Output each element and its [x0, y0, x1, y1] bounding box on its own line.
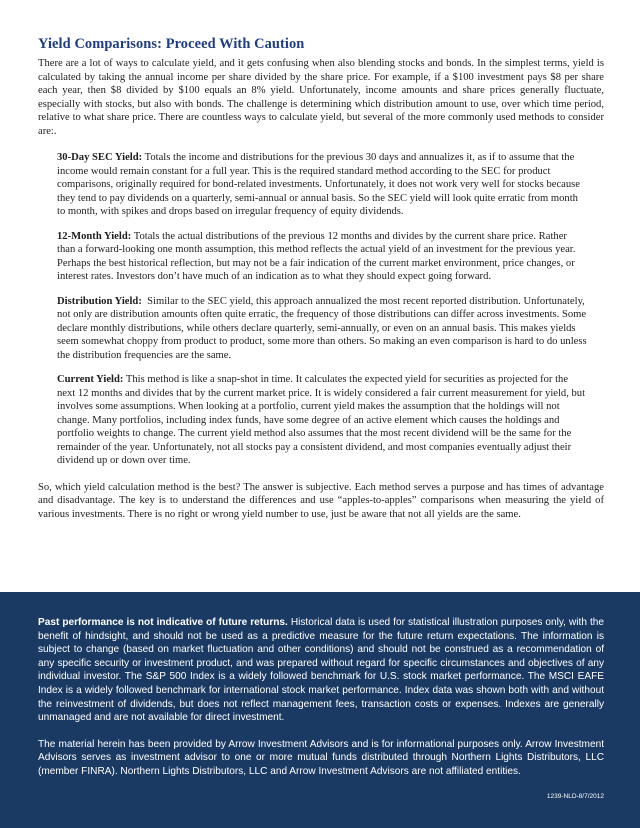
- article: [38, 36, 604, 521]
- method-distribution-yield: [57, 295, 587, 363]
- method-description: This method is like a snap-shot in time. It calculates the expected yield for securities as projected for the next 12 months and divides that by the current market price. It is widely considered a fair current measurement for yield, but involves some assumptions. When looking at a portfolio, current yield makes the assumption that the holdings will not change. Many portfolios, including index funds, have some degree of an active element which causes the holdings and portfolio weights to change. The current yield method also assumes that the most recent dividend will be the same for the remainder of the year. Unfortunately, not all stocks pay a consistent dividend, and most companies eventually adjust their dividend up or down over time.: [57, 374, 586, 466]
- conclusion-paragraph: So, which yield calculation method is the best? The answer is subjective. Each method serves a purpose and has times of advantage and disadvantage. The key is to understand the differences and use “apples-to-apples” comparisons when measuring the yield of various investments. There is no right or wrong yield number to use, just be aware that not all yields are the same.: [38, 481, 604, 520]
- method-description: Similar to the SEC yield, this approach annualized the most recent reported distribution. Unfortunately, not only are distribution amounts often quite erratic, the frequency of those distributions can differ across investments. Some declare monthly distributions, while others declare quarterly, semi-annually, or even on an annual basis. This makes yields seem somewhat choppy from product to product, some more than others. So making an even comparison is hard to do unless the distribution frequencies are the same.: [57, 295, 587, 361]
- method-term: 12-Month Yield:: [57, 230, 132, 242]
- method-sec-yield: [57, 151, 587, 219]
- method-description: Totals the income and distributions for the previous 30 days and annualizes it, as if to assume that the income would remain constant for a full year. This is the required standard method according to the SEC for product comparisons, originally required for bond-related investments. Unfortunately, it does not work very well for stocks because they tend to pay dividends on a quarterly, semi-annual or annual basis. So the SEC yield will look quite erratic from month to month, with spikes and drops based on irregular frequency of equity dividends.: [57, 152, 580, 217]
- advisor-paragraph: The material herein has been provided by Arrow Investment Advisors and is for informational purposes only. Arrow Investment Advisors serves as investment advisor to one or more mutual funds distributed through Northern Lights Distributors, LLC (member FINRA). Northern Lights Distributors, LLC and Arrow Investment Advisors are not affiliated entities.: [38, 738, 604, 777]
- yield-methods-list: [57, 151, 587, 468]
- disclosure-content: [38, 616, 604, 779]
- method-description: Totals the actual distributions of the previous 12 months and divides by the current share price. Rather than a forward-looking one month assumption, this method reflects the actual yield of an investment for the previous year. Perhaps the best historical reflection, but may not be a fair indication of the current market environment, price changes, or interest rates. Investors don’t have much of an indication as to what they should expect going forward.: [57, 230, 576, 282]
- disclosure-paragraph: [38, 616, 604, 725]
- page-title: Yield Comparisons: Proceed With Caution: [38, 36, 305, 52]
- disclosure-lead: Past performance is not indicative of future returns.: [38, 617, 288, 628]
- method-term: Current Yield:: [57, 374, 124, 385]
- method-term: 30-Day SEC Yield:: [57, 152, 143, 163]
- method-12-month-yield: [57, 230, 587, 284]
- method-term: Distribution Yield:: [57, 295, 142, 307]
- disclosure-text: Historical data is used for statistical illustration purposes only, with the benefit of hindsight, and should not be used as a predictive measure for the future return expectations. The information is subject to change (based on market fluctuation and other conditions) and should not be construed as a recommendation of any specific security or investment product, and was prepared without regard for specific circumstances and objectives of any individual investor. The S&P 500 Index is a widely followed benchmark for U.S. stock market performance. The MSCI EAFE Index is a widely followed benchmark for international stock market performance. Index data was shown both with and without the reinvestment of dividends, but does not reflect management fees, transaction costs or expenses. Indexes are generally unmanaged and are not available for direct investment.: [38, 617, 604, 724]
- disclosure-panel: [0, 592, 640, 828]
- method-current-yield: [57, 373, 587, 468]
- intro-paragraph: There are a lot of ways to calculate yield, and it gets confusing when also blending stocks and bonds. In the simplest terms, yield is calculated by taking the annual income per share divided by the share price. For example, if a $100 investment pays $8 per share each year, then $8 divided by $100 equals an 8% yield. Unfortunately, income amounts and share prices generally fluctuate, especially with stocks, but also with bonds. The challenge is determining which distribution amount to use, over which time period, relative to what share price. There are countless ways to calculate yield, but several of the more commonly used methods to consider are:.: [38, 58, 604, 137]
- document-code: 1239-NLD-8/7/2012: [546, 793, 604, 800]
